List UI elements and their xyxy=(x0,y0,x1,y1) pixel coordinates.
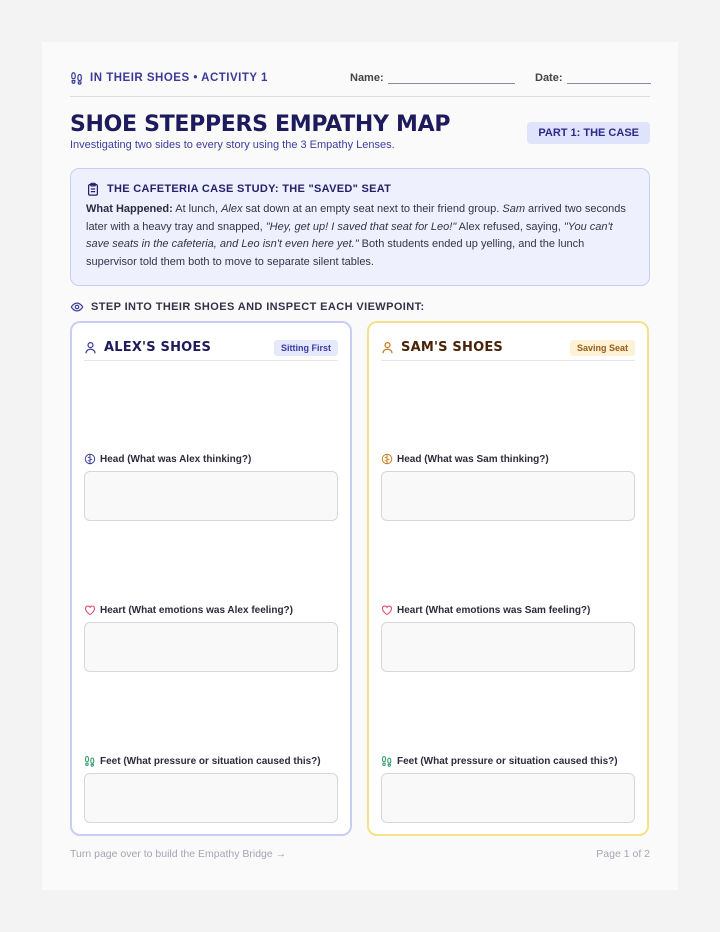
case-sam-name: Sam xyxy=(502,203,525,215)
brain-icon xyxy=(84,453,96,465)
case-study-box xyxy=(70,168,650,286)
alex-heart-lens xyxy=(84,603,338,672)
date-label: Date: xyxy=(535,72,563,84)
alex-heart-label-row xyxy=(84,603,338,617)
case-alex-name: Alex xyxy=(221,203,243,215)
sam-head-label: Head (What was Sam thinking?) xyxy=(397,453,549,465)
sam-heart-answer-box[interactable] xyxy=(381,622,635,672)
sam-heart-label-row xyxy=(381,603,635,617)
name-field[interactable] xyxy=(350,72,515,84)
case-lead: What Happened: xyxy=(86,203,173,215)
date-field[interactable] xyxy=(535,72,651,84)
alex-head-lens xyxy=(84,452,338,521)
alex-role-tag: Sitting First xyxy=(274,340,338,356)
sam-heart-lens xyxy=(381,603,635,672)
eye-icon xyxy=(70,300,84,314)
alex-feet-answer-box[interactable] xyxy=(84,773,338,823)
date-line[interactable] xyxy=(567,72,651,84)
alex-head-label: Head (What was Alex thinking?) xyxy=(100,453,252,465)
page-footer xyxy=(70,848,650,860)
alex-feet-lens xyxy=(84,754,338,823)
case-text-5: Both students ended up yelling, and the lunch supervisor told them both to move to separate silent tables. xyxy=(86,238,585,268)
heart-icon xyxy=(381,604,393,616)
sam-panel-header xyxy=(381,335,635,361)
case-quote-alex: "You can't save seats in the cafeteria, and Leo isn't even here yet." xyxy=(86,220,613,250)
step-heading xyxy=(70,300,425,314)
alex-head-answer-box[interactable] xyxy=(84,471,338,521)
heart-icon xyxy=(84,604,96,616)
part-badge: PART 1: THE CASE xyxy=(527,122,650,144)
alex-head-label-row xyxy=(84,452,338,466)
page-subtitle: Investigating two sides to every story using the 3 Empathy Lenses. xyxy=(70,139,395,151)
case-text-1: At lunch, xyxy=(172,203,222,215)
alex-shoes-panel xyxy=(70,321,352,836)
worksheet-page xyxy=(42,42,678,890)
case-title: THE CAFETERIA CASE STUDY: THE "SAVED" SEAT xyxy=(107,183,392,195)
header-divider xyxy=(70,96,650,97)
sam-head-answer-box[interactable] xyxy=(381,471,635,521)
person-icon xyxy=(381,341,394,354)
brain-icon xyxy=(381,453,393,465)
sam-feet-lens xyxy=(381,754,635,823)
name-label: Name: xyxy=(350,72,384,84)
alex-heart-label: Heart (What emotions was Alex feeling?) xyxy=(100,604,293,616)
name-line[interactable] xyxy=(388,72,515,84)
sam-feet-answer-box[interactable] xyxy=(381,773,635,823)
alex-panel-header xyxy=(84,335,338,361)
sam-head-lens xyxy=(381,452,635,521)
case-quote-sam: "Hey, get up! I saved that seat for Leo!" xyxy=(265,220,457,233)
footprints-icon xyxy=(381,755,393,767)
clipboard-icon xyxy=(86,182,100,196)
sam-heart-label: Heart (What emotions was Sam feeling?) xyxy=(397,604,591,616)
footprints-icon xyxy=(70,71,84,85)
activity-label xyxy=(70,71,268,85)
case-text-4: Alex refused, saying, xyxy=(456,220,564,233)
step-heading-text: STEP INTO THEIR SHOES AND INSPECT EACH VIEWPOINT: xyxy=(91,301,425,313)
sam-panel-title: SAM'S SHOES xyxy=(401,340,503,355)
case-text xyxy=(86,201,634,271)
alex-heart-answer-box[interactable] xyxy=(84,622,338,672)
person-icon xyxy=(84,341,97,354)
activity-text: IN THEIR SHOES • ACTIVITY 1 xyxy=(90,72,268,84)
alex-feet-label: Feet (What pressure or situation caused this?) xyxy=(100,755,321,767)
sam-feet-label: Feet (What pressure or situation caused this?) xyxy=(397,755,618,767)
page-number: Page 1 of 2 xyxy=(596,848,650,860)
sam-head-label-row xyxy=(381,452,635,466)
sam-shoes-panel xyxy=(367,321,649,836)
page-title: SHOE STEPPERS EMPATHY MAP xyxy=(70,112,451,137)
sam-feet-label-row xyxy=(381,754,635,768)
case-text-2: sat down at an empty seat next to their friend group. xyxy=(242,203,503,215)
footprints-icon xyxy=(84,755,96,767)
alex-panel-title: ALEX'S SHOES xyxy=(104,340,212,355)
case-text-3: arrived two seconds later with a heavy tray and snapped, xyxy=(86,203,626,233)
header-row xyxy=(70,68,650,88)
case-title-row xyxy=(86,182,634,196)
alex-feet-label-row xyxy=(84,754,338,768)
footer-instruction: Turn page over to build the Empathy Bridge → xyxy=(70,848,287,860)
sam-role-tag: Saving Seat xyxy=(570,340,635,356)
